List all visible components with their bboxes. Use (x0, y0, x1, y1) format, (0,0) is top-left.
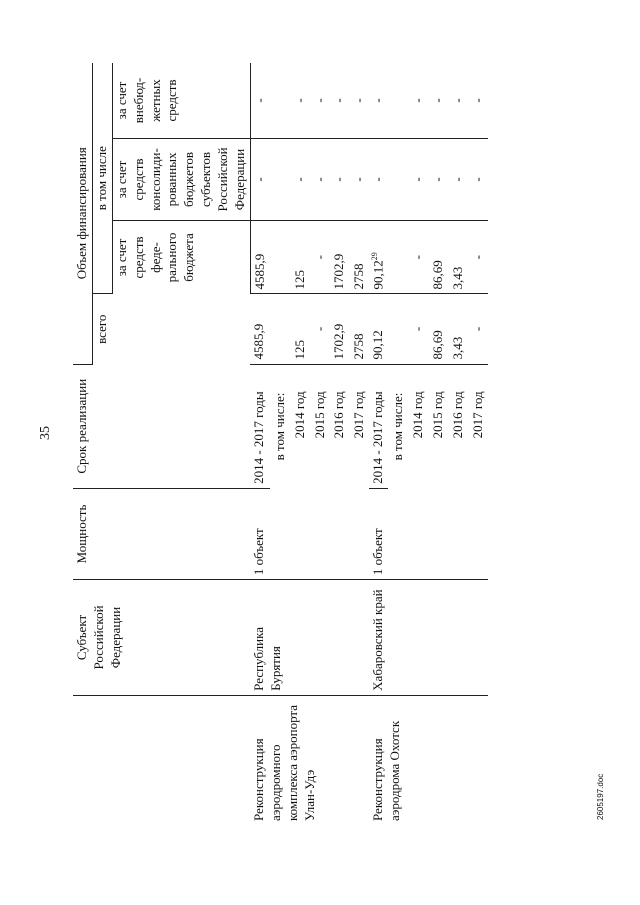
federal-value: 1702,9 (329, 220, 349, 293)
object-name: Реконструкция аэродрома Охотск (370, 720, 403, 821)
year-label: 2017 год (470, 391, 486, 439)
header-financing: Объем финансирования (73, 63, 92, 364)
regional-value: - (468, 138, 488, 220)
total-value: 90,12 (369, 294, 388, 364)
regional-value: - (310, 138, 330, 220)
extrabudget-value: - (448, 63, 468, 138)
regional-value: - (428, 138, 448, 220)
total-value: - (408, 294, 428, 364)
total-value: 3,43 (448, 294, 468, 364)
federal-amount: 90,12 (370, 260, 386, 290)
including-label: в том числе: (271, 392, 287, 461)
including-label: в том числе: (390, 392, 406, 461)
federal-value: 4585,9 (250, 220, 269, 293)
subject-name: Республика Бурятия (250, 580, 369, 696)
extrabudget-value: - (250, 63, 269, 138)
header-including: в том числе (92, 63, 112, 294)
extrabudget-value: - (369, 63, 388, 138)
federal-value: - (408, 220, 428, 293)
subject-name: Хабаровский край (369, 580, 488, 696)
year-label: 2014 год (410, 391, 426, 439)
object-name: Реконструкция аэродромного комплекса аэропорта Улан-Удэ (251, 704, 318, 821)
table-row (250, 63, 269, 825)
page-number: 35 (38, 426, 53, 440)
financing-table (73, 63, 488, 825)
year-label: 2015 год (311, 391, 327, 439)
term-value: 2014 - 2017 годы (250, 364, 269, 488)
total-value: 125 (290, 294, 310, 364)
year-label: 2017 год (351, 391, 367, 439)
extrabudget-value: - (329, 63, 349, 138)
total-value: 2758 (349, 294, 369, 364)
federal-value: 3,43 (448, 220, 468, 293)
extrabudget-value: - (349, 63, 369, 138)
extrabudget-value: - (290, 63, 310, 138)
regional-value: - (329, 138, 349, 220)
federal-value (369, 220, 388, 293)
extrabudget-value: - (408, 63, 428, 138)
year-label: 2016 год (331, 391, 347, 439)
header-capacity: Мощность (73, 488, 250, 579)
header-object-name (73, 695, 250, 825)
federal-value: 86,69 (428, 220, 448, 293)
regional-value: - (349, 138, 369, 220)
regional-value: - (290, 138, 310, 220)
header-federal: за счет средств феде-рального бюджета (112, 220, 250, 293)
regional-value: - (369, 138, 388, 220)
regional-value: - (408, 138, 428, 220)
extrabudget-value: - (468, 63, 488, 138)
total-value: 4585,9 (250, 294, 269, 364)
document-id: 2605197.doc (596, 773, 605, 820)
regional-value: - (448, 138, 468, 220)
table-row (369, 63, 388, 825)
term-value: 2014 - 2017 годы (369, 364, 388, 488)
extrabudget-value: - (310, 63, 330, 138)
total-value: - (468, 294, 488, 364)
header-subject: Субъект Российской Федерации (73, 580, 250, 696)
total-value: 1702,9 (329, 294, 349, 364)
year-label: 2015 год (430, 391, 446, 439)
header-term: Срок реализации (73, 364, 250, 488)
total-value: - (310, 294, 330, 364)
regional-value: - (250, 138, 269, 220)
total-value: 86,69 (428, 294, 448, 364)
header-regional: за счет средств консолиди-рованных бюджетов субъектов Российской Федерации (112, 138, 250, 220)
year-label: 2016 год (450, 391, 466, 439)
header-extrabudget: за счет внебюд-жетных средств (112, 63, 250, 138)
federal-value: - (468, 220, 488, 293)
capacity-value: 1 объект (369, 488, 488, 579)
footnote-ref[interactable]: 29 (370, 252, 380, 261)
financing-table-rotated (73, 63, 507, 825)
extrabudget-value: - (428, 63, 448, 138)
federal-value: 125 (290, 220, 310, 293)
capacity-value: 1 объект (250, 488, 369, 579)
federal-value: 2758 (349, 220, 369, 293)
year-label: 2014 год (291, 391, 307, 439)
federal-value: - (310, 220, 330, 293)
header-total: всего (93, 314, 109, 344)
